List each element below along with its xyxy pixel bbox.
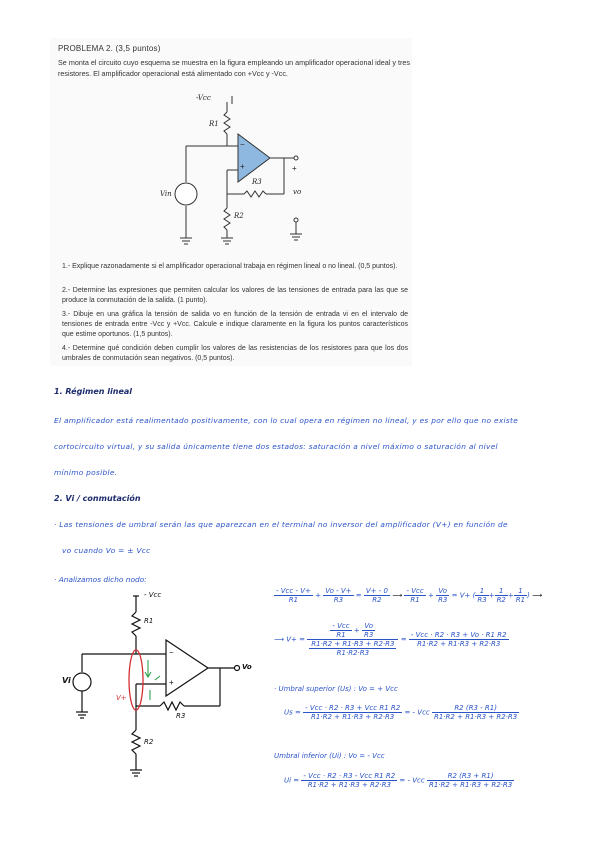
sketch-vi-label: Vi bbox=[62, 676, 71, 685]
fig-opamp-minus: − bbox=[240, 140, 245, 149]
sketch-r3-label: R3 bbox=[176, 712, 186, 720]
paragraph-analisis: · Analizamos dicho nodo: bbox=[54, 575, 147, 584]
sketch-r2-label: R2 bbox=[144, 738, 154, 746]
question-2: 2.- Determine las expresiones que permiten calcular los valores de las tensiones de entrada para las que se produce la conmutación de la salida. (1 punto). bbox=[62, 287, 408, 304]
heading-conmutacion: 2. Vi / conmutación bbox=[54, 494, 141, 503]
equation-lower-threshold: Ui = $\frac{\text{- Vcc · R2 · R3 - Vcc R1 R2}}{R1\cdot R2 + R1\cdot R3 + R2\cdot R3}$ = - Vcc $\frac{R2 (R3 + R1)}{R1\cdot R2 + R1\cdot R3 + R2\cdot R3}$ bbox=[284, 772, 513, 789]
fig-vin-label: Vin bbox=[160, 190, 172, 198]
upper-threshold-title: · Umbral superior (Us) : Vo = + Vcc bbox=[274, 685, 398, 693]
equation-vplus: ⟶ V+ = $\frac{\text{- Vcc}}{R1}$ + $\frac{Vo}{R3}$ $\frac{R1\cdot R2 + R1\cdot R3 + R2\cdot R3}{R1\cdot R2\cdot R3}$ = $\frac{\text{- Vcc · R2 · R3 + Vo · R1 R2}}{R1\cdot R2 + R1\cdot R3 + R2\cdot R3}$ bbox=[274, 622, 507, 657]
fig-r1-label: R1 bbox=[209, 120, 219, 128]
fig-supply-label: -Vcc bbox=[196, 94, 211, 102]
sketch-supply-label: - Vcc bbox=[144, 591, 162, 599]
heading-regimen-lineal: 1. Régimen lineal bbox=[54, 387, 133, 396]
lower-threshold-title: Umbral inferior (Ui) : Vo = - Vcc bbox=[274, 752, 385, 760]
fig-vo-label: vo bbox=[293, 188, 302, 196]
fig-r3-label: R3 bbox=[252, 178, 262, 186]
para2-line: vo cuando Vo = ± Vcc bbox=[62, 546, 151, 555]
problem-intro: Se monta el circuito cuyo esquema se muestra en la figura empleando un amplificador operacional ideal y tres resistores. El amplificador operacional está alimentado con +Vcc y -Vcc. bbox=[58, 58, 410, 78]
sketch-r1-label: R1 bbox=[144, 617, 154, 625]
fig-opamp-plus: + bbox=[240, 162, 245, 171]
fig-r2-label: R2 bbox=[234, 212, 244, 220]
question-1: 1.- Explique razonadamente si el amplificador operacional trabaja en régimen lineal o no lineal. (0,5 puntos). bbox=[62, 263, 398, 270]
para1-line: cortocircuito virtual, y su salida únicamente tiene dos estados: saturación a nivel máximo o saturación al nivel bbox=[54, 442, 498, 451]
para1-line: El amplificador está realimentado positivamente, con lo cual opera en régimen no lineal, y es por ello que no existe bbox=[54, 416, 519, 425]
question-3: 3.- Dibuje en una gráfica la tensión de salida vo en función de la tensión de entrada vi en el intervalo de tensiones de entrada entre -Vcc y +Vcc. Calcule e indique claramente en la figura los puntos característicos que estime oportunos. (1,5 puntos). bbox=[62, 311, 408, 338]
para1-line: mínimo posible. bbox=[54, 468, 118, 477]
fig-plus-label: + bbox=[292, 164, 297, 173]
para2-line: · Las tensiones de umbral serán las que aparezcan en el terminal no inversor del amplificador (V+) en función de bbox=[54, 520, 508, 529]
sketch-opamp-plus: + bbox=[169, 678, 174, 687]
sketch-vplus-label: V+ bbox=[116, 694, 127, 702]
question-4: 4.- Determine qué condición deben cumplir los valores de las resistencias de los resistores para que los dos umbrales de conmutación sean negativos. (0,5 puntos). bbox=[62, 345, 408, 362]
sketch-opamp-minus: − bbox=[169, 648, 174, 657]
equation-node: $\frac{\text{- Vcc - V+}}{R1}$ + $\frac{Vo - V+}{R3}$ = $\frac{V+ - 0}{R2}$ ⟶ $\frac{\text{- Vcc}}{R1}$ + $\frac{Vo}{R3}$ = V+ ( $\frac{1}{R3}$ + $\frac{1}{R2}$ + $\frac{1}{R1}$ ) ⟶ bbox=[276, 587, 543, 604]
sketch-vo-label: Vo bbox=[242, 663, 252, 671]
equation-upper-threshold: Us = $\frac{\text{- Vcc · R2 · R3 + Vcc R1 R2}}{R1\cdot R2 + R1\cdot R3 + R2\cdot R3}$ = - Vcc $\frac{R2 (R3 - R1)}{R1\cdot R2 + R1\cdot R3 + R2\cdot R3}$ bbox=[284, 704, 518, 721]
problem-title: PROBLEMA 2. (3,5 puntos) bbox=[58, 44, 161, 53]
